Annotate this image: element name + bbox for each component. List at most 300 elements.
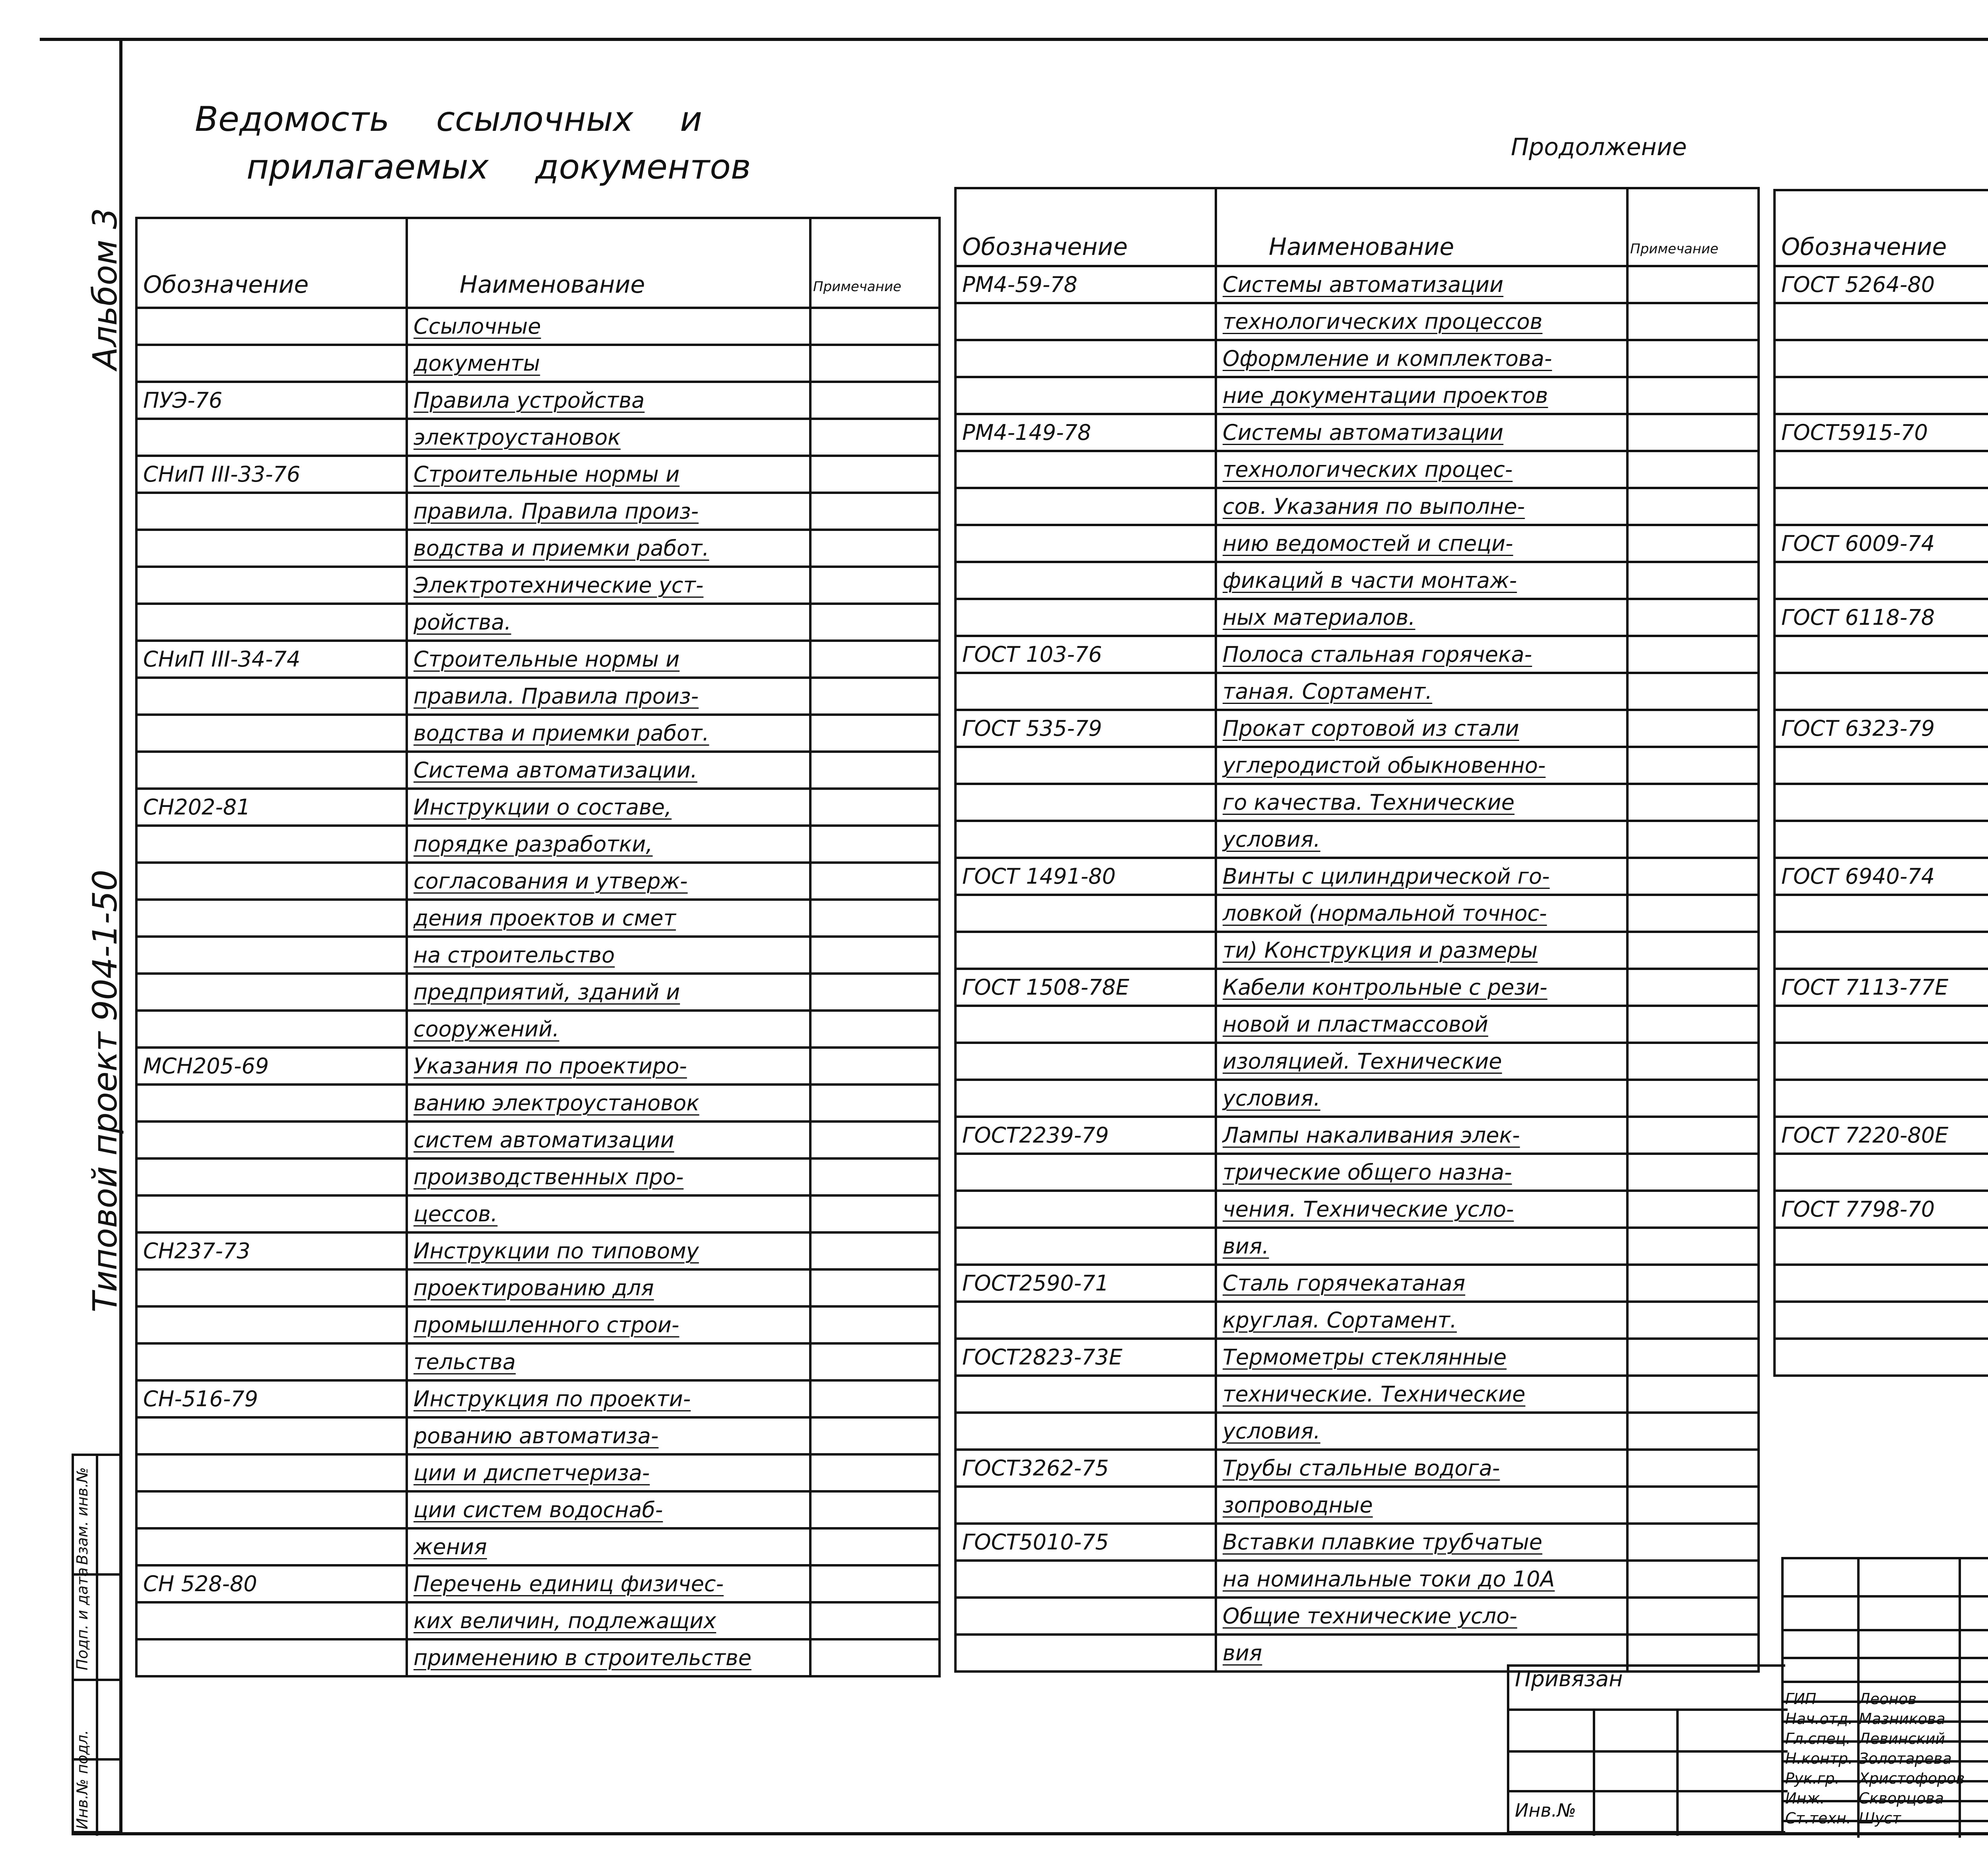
row-note bbox=[810, 567, 940, 604]
row-designation bbox=[1774, 673, 1988, 710]
row-name: Строительные нормы и bbox=[407, 456, 810, 493]
row-name: углеродистой обыкновенно- bbox=[1216, 747, 1627, 784]
table-row bbox=[1774, 1080, 1988, 1117]
row-designation: ГОСТ 6323-79 bbox=[1774, 710, 1988, 747]
row-designation bbox=[955, 303, 1216, 340]
table-row bbox=[955, 895, 1759, 932]
row-designation: ГОСТ 1508-78Е bbox=[955, 969, 1216, 1006]
row-designation bbox=[1774, 303, 1988, 340]
table-row bbox=[136, 567, 940, 604]
row-designation: ПУЭ-76 bbox=[136, 382, 407, 419]
row-note bbox=[1627, 266, 1759, 303]
row-note bbox=[810, 1417, 940, 1454]
row-name: применению в строительстве bbox=[407, 1639, 810, 1676]
table-row bbox=[1774, 414, 1988, 451]
row-name: ловкой (нормальной точнос- bbox=[1216, 895, 1627, 932]
row-designation bbox=[1774, 784, 1988, 821]
row-designation: ГОСТ2590-71 bbox=[955, 1265, 1216, 1302]
table-row bbox=[955, 1450, 1759, 1487]
table-row bbox=[955, 1117, 1759, 1154]
row-note bbox=[1627, 1413, 1759, 1450]
table-row bbox=[955, 525, 1759, 562]
row-name: правила. Правила произ- bbox=[407, 678, 810, 715]
row-designation bbox=[1774, 1302, 1988, 1339]
role-person: Скворцова bbox=[1859, 1790, 1944, 1807]
row-note bbox=[810, 826, 940, 863]
row-designation: ГОСТ 7798-70 bbox=[1774, 1191, 1988, 1228]
row-designation bbox=[1774, 1265, 1988, 1302]
table-row bbox=[1774, 1191, 1988, 1228]
table-row bbox=[955, 932, 1759, 969]
row-note bbox=[1627, 895, 1759, 932]
table-row bbox=[136, 678, 940, 715]
register-title-line1: Ведомость ссылочных и bbox=[195, 99, 702, 139]
row-note bbox=[1627, 1154, 1759, 1191]
row-note bbox=[810, 1528, 940, 1565]
row-designation bbox=[136, 345, 407, 382]
table-row bbox=[955, 1598, 1759, 1635]
table-row bbox=[136, 752, 940, 789]
row-designation bbox=[955, 1043, 1216, 1080]
row-designation bbox=[136, 604, 407, 641]
row-designation bbox=[1774, 451, 1988, 488]
col-note: Примечание bbox=[1627, 188, 1759, 266]
role-title: Инж. bbox=[1785, 1790, 1825, 1807]
table-row bbox=[136, 1380, 940, 1417]
row-designation bbox=[136, 1085, 407, 1121]
row-name: Кабели контрольные с рези- bbox=[1216, 969, 1627, 1006]
table-row bbox=[136, 826, 940, 863]
table-row bbox=[955, 1487, 1759, 1524]
row-name: Электротехнические уст- bbox=[407, 567, 810, 604]
row-name: технологических процес- bbox=[1216, 451, 1627, 488]
row-note bbox=[810, 1048, 940, 1085]
row-designation: СН202-81 bbox=[136, 789, 407, 826]
row-note bbox=[1627, 1524, 1759, 1561]
row-designation bbox=[136, 308, 407, 345]
row-designation bbox=[136, 567, 407, 604]
row-note bbox=[1627, 747, 1759, 784]
row-name: ции систем водоснаб- bbox=[407, 1491, 810, 1528]
row-designation: ГОСТ2823-73Е bbox=[955, 1339, 1216, 1376]
table-row bbox=[1774, 451, 1988, 488]
table-row bbox=[136, 1491, 940, 1528]
row-note bbox=[810, 937, 940, 974]
table-row bbox=[136, 382, 940, 419]
table-row bbox=[1774, 710, 1988, 747]
table-row bbox=[136, 937, 940, 974]
row-note bbox=[810, 1491, 940, 1528]
row-designation bbox=[955, 932, 1216, 969]
row-designation bbox=[955, 525, 1216, 562]
row-designation bbox=[955, 377, 1216, 414]
row-name: Системы автоматизации bbox=[1216, 414, 1627, 451]
row-name: новой и пластмассовой bbox=[1216, 1006, 1627, 1043]
row-note bbox=[810, 1158, 940, 1195]
role-title: Нач.отд. bbox=[1785, 1710, 1853, 1728]
row-designation bbox=[955, 488, 1216, 525]
row-name: Системы автоматизации bbox=[1216, 266, 1627, 303]
row-note bbox=[810, 1269, 940, 1306]
row-designation bbox=[955, 895, 1216, 932]
row-note bbox=[1627, 1191, 1759, 1228]
table-row bbox=[136, 1195, 940, 1232]
row-note bbox=[810, 863, 940, 900]
table-row bbox=[1774, 1302, 1988, 1339]
row-note bbox=[1627, 1339, 1759, 1376]
row-note bbox=[1627, 1598, 1759, 1635]
row-note bbox=[810, 1565, 940, 1602]
table-row bbox=[955, 1524, 1759, 1561]
row-designation bbox=[955, 451, 1216, 488]
row-designation bbox=[1774, 1154, 1988, 1191]
col-designation: Обозначение bbox=[955, 188, 1216, 266]
row-designation bbox=[136, 1602, 407, 1639]
table-row bbox=[955, 1043, 1759, 1080]
table-row bbox=[955, 414, 1759, 451]
row-name: сооружений. bbox=[407, 1011, 810, 1048]
register-title-line2: прилагаемых документов bbox=[247, 147, 751, 187]
row-note bbox=[1627, 1228, 1759, 1265]
row-name: ти) Конструкция и размеры bbox=[1216, 932, 1627, 969]
row-name: Вставки плавкие трубчатые bbox=[1216, 1524, 1627, 1561]
row-designation bbox=[1774, 636, 1988, 673]
table-header bbox=[136, 218, 940, 308]
table-row bbox=[136, 345, 940, 382]
row-note bbox=[1627, 1043, 1759, 1080]
table-row bbox=[1774, 895, 1988, 932]
row-note bbox=[810, 604, 940, 641]
row-designation bbox=[955, 599, 1216, 636]
row-designation: ГОСТ5010-75 bbox=[955, 1524, 1216, 1561]
table-row bbox=[955, 747, 1759, 784]
row-name: согласования и утверж- bbox=[407, 863, 810, 900]
row-note bbox=[1627, 1487, 1759, 1524]
row-designation bbox=[136, 715, 407, 752]
row-name: Винты с цилиндрической го- bbox=[1216, 858, 1627, 895]
row-note bbox=[1627, 821, 1759, 858]
row-note bbox=[1627, 525, 1759, 562]
row-name: Полоса стальная горячека- bbox=[1216, 636, 1627, 673]
row-note bbox=[810, 1195, 940, 1232]
row-designation bbox=[955, 1228, 1216, 1265]
table-row bbox=[955, 710, 1759, 747]
table-row bbox=[136, 1454, 940, 1491]
row-name: документы bbox=[407, 345, 810, 382]
row-note bbox=[1627, 1376, 1759, 1413]
table-row bbox=[1774, 1154, 1988, 1191]
table-row bbox=[136, 789, 940, 826]
table-row bbox=[136, 419, 940, 456]
table-header bbox=[955, 188, 1759, 266]
table-row bbox=[136, 1232, 940, 1269]
table-row bbox=[1774, 821, 1988, 858]
row-note bbox=[1627, 858, 1759, 895]
row-designation bbox=[1774, 340, 1988, 377]
row-designation bbox=[1774, 562, 1988, 599]
table-row bbox=[955, 562, 1759, 599]
row-designation bbox=[955, 1561, 1216, 1598]
table-row bbox=[1774, 1339, 1988, 1376]
row-name: на строительство bbox=[407, 937, 810, 974]
row-note bbox=[810, 1306, 940, 1343]
row-name: условия. bbox=[1216, 1080, 1627, 1117]
table-row bbox=[955, 1080, 1759, 1117]
row-designation bbox=[136, 974, 407, 1011]
row-name: условия. bbox=[1216, 1413, 1627, 1450]
row-designation bbox=[1774, 932, 1988, 969]
row-name: вия bbox=[1216, 1635, 1627, 1671]
row-name: вия. bbox=[1216, 1228, 1627, 1265]
table-row bbox=[1774, 636, 1988, 673]
table-row bbox=[136, 1602, 940, 1639]
stamp-inv-label: Инв.№ подл. bbox=[74, 1730, 91, 1829]
table-row bbox=[136, 456, 940, 493]
row-name: правила. Правила произ- bbox=[407, 493, 810, 530]
table-row bbox=[1774, 932, 1988, 969]
row-name: ройства. bbox=[407, 604, 810, 641]
table-row bbox=[955, 303, 1759, 340]
table-row bbox=[136, 863, 940, 900]
row-designation bbox=[955, 1598, 1216, 1635]
row-designation bbox=[1774, 821, 1988, 858]
row-note bbox=[1627, 1080, 1759, 1117]
row-designation bbox=[136, 493, 407, 530]
row-name: Система автоматизации. bbox=[407, 752, 810, 789]
row-designation: МСН205-69 bbox=[136, 1048, 407, 1085]
row-note bbox=[810, 900, 940, 937]
row-name: промышленного строи- bbox=[407, 1306, 810, 1343]
row-designation: СНиП III-33-76 bbox=[136, 456, 407, 493]
row-note bbox=[1627, 340, 1759, 377]
attached-label: Привязан bbox=[1515, 1666, 1623, 1691]
row-designation bbox=[136, 863, 407, 900]
row-note bbox=[810, 419, 940, 456]
table-row bbox=[136, 974, 940, 1011]
row-note bbox=[1627, 969, 1759, 1006]
table-row bbox=[955, 969, 1759, 1006]
table-row bbox=[955, 673, 1759, 710]
row-designation bbox=[955, 1302, 1216, 1339]
row-designation bbox=[136, 1639, 407, 1676]
role-person: Леонов bbox=[1859, 1690, 1917, 1708]
stamp-replace-label: Взам. инв.№ bbox=[74, 1467, 91, 1565]
table-row bbox=[1774, 266, 1988, 303]
row-name: ких величин, подлежащих bbox=[407, 1602, 810, 1639]
row-designation bbox=[136, 1491, 407, 1528]
col-designation: Обозначение bbox=[1774, 190, 1988, 266]
row-name: порядке разработки, bbox=[407, 826, 810, 863]
row-name: Оформление и комплектова- bbox=[1216, 340, 1627, 377]
row-designation bbox=[136, 678, 407, 715]
table-row bbox=[136, 1343, 940, 1380]
row-name: систем автоматизации bbox=[407, 1121, 810, 1158]
attached-inv-label: Инв.№ bbox=[1515, 1800, 1576, 1821]
row-name: ние документации проектов bbox=[1216, 377, 1627, 414]
frame-top bbox=[40, 38, 1988, 41]
col-designation: Обозначение bbox=[136, 218, 407, 308]
table-row bbox=[136, 715, 940, 752]
table-row bbox=[136, 900, 940, 937]
row-note bbox=[810, 456, 940, 493]
row-note bbox=[1627, 414, 1759, 451]
table-row bbox=[136, 493, 940, 530]
row-name: Сталь горячекатаная bbox=[1216, 1265, 1627, 1302]
table-row bbox=[1774, 784, 1988, 821]
row-designation: ГОСТ 103-76 bbox=[955, 636, 1216, 673]
table-row bbox=[1774, 377, 1988, 414]
row-name: технологических процессов bbox=[1216, 303, 1627, 340]
role-title: Н.контр. bbox=[1785, 1750, 1853, 1767]
row-note bbox=[1627, 1117, 1759, 1154]
row-designation bbox=[955, 562, 1216, 599]
row-name: Общие технические усло- bbox=[1216, 1598, 1627, 1635]
row-note bbox=[810, 678, 940, 715]
row-note bbox=[1627, 1561, 1759, 1598]
row-name: технические. Технические bbox=[1216, 1376, 1627, 1413]
row-name: Прокат сортовой из стали bbox=[1216, 710, 1627, 747]
row-name: изоляцией. Технические bbox=[1216, 1043, 1627, 1080]
table-row bbox=[1774, 525, 1988, 562]
row-note bbox=[1627, 673, 1759, 710]
role-person: Шуст bbox=[1859, 1809, 1901, 1827]
table-row bbox=[1774, 1043, 1988, 1080]
row-note bbox=[810, 715, 940, 752]
row-name: Инструкции о составе, bbox=[407, 789, 810, 826]
table-row bbox=[1774, 1265, 1988, 1302]
table-row bbox=[955, 451, 1759, 488]
register-table-1 bbox=[135, 217, 941, 1677]
row-designation bbox=[955, 747, 1216, 784]
table-row bbox=[955, 1561, 1759, 1598]
row-name: Термометры стеклянные bbox=[1216, 1339, 1627, 1376]
table-row bbox=[955, 1376, 1759, 1413]
table-row bbox=[955, 1191, 1759, 1228]
table-row bbox=[136, 1269, 940, 1306]
row-name: ции и диспетчериза- bbox=[407, 1454, 810, 1491]
row-name: трические общего назна- bbox=[1216, 1154, 1627, 1191]
table-row bbox=[1774, 969, 1988, 1006]
row-designation: РМ4-149-78 bbox=[955, 414, 1216, 451]
table-row bbox=[1774, 488, 1988, 525]
row-designation: ГОСТ5915-70 bbox=[1774, 414, 1988, 451]
row-note bbox=[810, 493, 940, 530]
role-title: Гл.спец. bbox=[1785, 1730, 1851, 1747]
row-name: круглая. Сортамент. bbox=[1216, 1302, 1627, 1339]
row-name: фикаций в части монтаж- bbox=[1216, 562, 1627, 599]
row-note bbox=[1627, 636, 1759, 673]
row-designation bbox=[1774, 1080, 1988, 1117]
table-row bbox=[1774, 747, 1988, 784]
table-row bbox=[136, 530, 940, 567]
row-designation bbox=[1774, 1006, 1988, 1043]
row-name: нию ведомостей и специ- bbox=[1216, 525, 1627, 562]
row-designation: ГОСТ 7113-77Е bbox=[1774, 969, 1988, 1006]
row-name: на номинальные токи до 10А bbox=[1216, 1561, 1627, 1598]
row-note bbox=[810, 1121, 940, 1158]
row-designation bbox=[136, 1121, 407, 1158]
row-designation bbox=[955, 1154, 1216, 1191]
row-note bbox=[810, 1380, 940, 1417]
role-person: Христофоров bbox=[1859, 1770, 1965, 1787]
row-designation bbox=[955, 1191, 1216, 1228]
row-name: водства и приемки работ. bbox=[407, 530, 810, 567]
row-name: Трубы стальные водога- bbox=[1216, 1450, 1627, 1487]
side-project-label: Типовой проект 904-1-50 bbox=[85, 869, 124, 1312]
table-row bbox=[136, 308, 940, 345]
row-name: чения. Технические усло- bbox=[1216, 1191, 1627, 1228]
role-title: Рук.гр. bbox=[1785, 1770, 1840, 1787]
row-designation bbox=[1774, 377, 1988, 414]
row-name: Указания по проектиро- bbox=[407, 1048, 810, 1085]
row-note bbox=[1627, 1450, 1759, 1487]
row-name: Перечень единиц физичес- bbox=[407, 1565, 810, 1602]
row-note bbox=[1627, 377, 1759, 414]
row-designation: ГОСТ 6118-78 bbox=[1774, 599, 1988, 636]
table-row bbox=[955, 784, 1759, 821]
row-note bbox=[1627, 1265, 1759, 1302]
row-designation: ГОСТ 5264-80 bbox=[1774, 266, 1988, 303]
row-designation bbox=[955, 340, 1216, 377]
row-name: го качества. Технические bbox=[1216, 784, 1627, 821]
row-note bbox=[810, 1343, 940, 1380]
role-person: Левинский bbox=[1859, 1730, 1945, 1747]
row-designation: ГОСТ 7220-80Е bbox=[1774, 1117, 1988, 1154]
row-designation bbox=[955, 1376, 1216, 1413]
row-designation bbox=[136, 937, 407, 974]
table-row bbox=[955, 821, 1759, 858]
table-row bbox=[1774, 340, 1988, 377]
row-designation: СН-516-79 bbox=[136, 1380, 407, 1417]
row-designation bbox=[136, 1011, 407, 1048]
row-note bbox=[810, 345, 940, 382]
row-designation bbox=[136, 530, 407, 567]
row-designation bbox=[136, 752, 407, 789]
col-note: Примечание bbox=[810, 218, 940, 308]
table-row bbox=[136, 1121, 940, 1158]
table-row bbox=[1774, 858, 1988, 895]
row-note bbox=[1627, 710, 1759, 747]
album-label: Альбом 3 bbox=[85, 208, 124, 370]
row-note bbox=[1627, 451, 1759, 488]
row-name: сов. Указания по выполне- bbox=[1216, 488, 1627, 525]
row-note bbox=[810, 1011, 940, 1048]
table-row bbox=[136, 641, 940, 678]
table-row bbox=[136, 1048, 940, 1085]
row-note bbox=[1627, 1302, 1759, 1339]
register-table-3 bbox=[1773, 189, 1988, 1377]
table-row bbox=[1774, 673, 1988, 710]
row-note bbox=[1627, 303, 1759, 340]
row-name: ных материалов. bbox=[1216, 599, 1627, 636]
row-designation bbox=[1774, 895, 1988, 932]
table-row bbox=[136, 1306, 940, 1343]
table-row bbox=[955, 377, 1759, 414]
register-table-2 bbox=[954, 187, 1760, 1673]
row-designation bbox=[136, 1306, 407, 1343]
role-person: Золотарева bbox=[1859, 1750, 1952, 1767]
row-note bbox=[810, 1454, 940, 1491]
row-designation bbox=[1774, 1228, 1988, 1265]
row-note bbox=[1627, 1006, 1759, 1043]
table-row bbox=[1774, 303, 1988, 340]
table-row bbox=[136, 1565, 940, 1602]
row-designation bbox=[955, 1487, 1216, 1524]
role-person: Мазникова bbox=[1859, 1710, 1945, 1728]
row-name: ванию электроустановок bbox=[407, 1085, 810, 1121]
table-row bbox=[955, 1154, 1759, 1191]
row-name: Инструкция по проекти- bbox=[407, 1380, 810, 1417]
